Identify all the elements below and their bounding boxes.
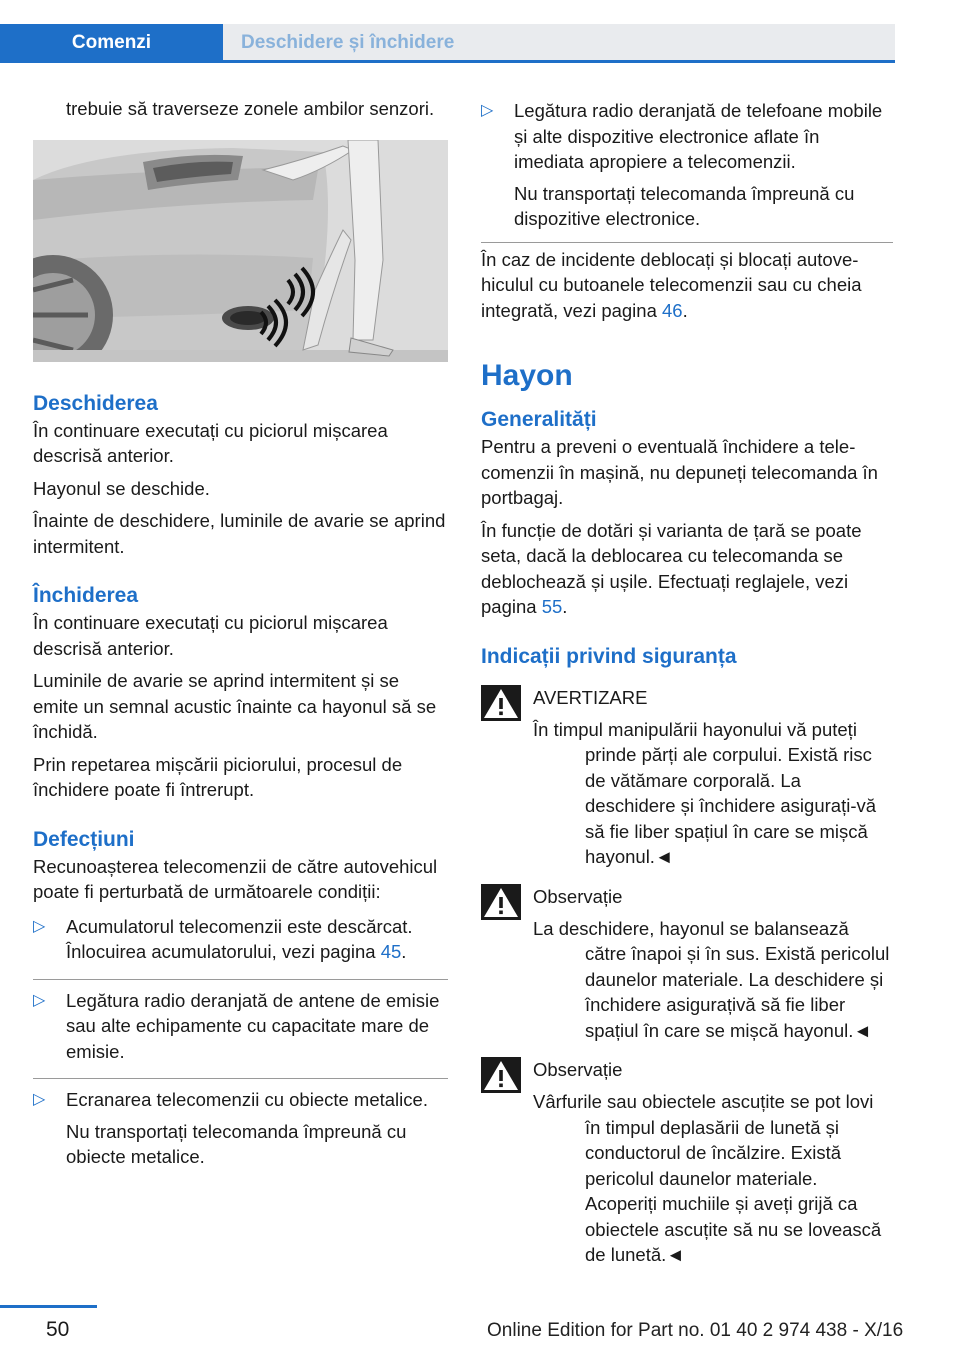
tab-deschidere-inchidere[interactable]: Deschidere și închidere (223, 24, 895, 62)
bullet-text: Acumulatorul telecomenzii este descărcat. Înlocuirea acumulatorului, vezi pagina (66, 915, 413, 962)
list-item (33, 912, 448, 979)
list-item (481, 96, 893, 243)
incident-end: . (682, 299, 688, 321)
faults-paragraph: Recunoașterea telecomenzii de către autovehicul poate fi perturbată de următoarele condiții: (33, 855, 438, 902)
closing-paragraph-1: În continuare executați cu piciorul mișcarea descrisă anterior. (33, 612, 388, 659)
footer-line (0, 1305, 97, 1308)
warning-triangle-icon (481, 884, 521, 920)
edition-text: Online Edition for Part no. 01 40 2 974 438 - X/16 (487, 1320, 904, 1341)
list-item (33, 1078, 448, 1184)
closing-paragraph-2: Luminile de avarie se aprind intermitent și se emite un semnal acustic înainte ca hayonul să se închidă. (33, 670, 437, 742)
incident-text: În caz de incidente deblocați și blocați autovehiculul cu butoanele telecomenzii sau cu cheia integrată, vezi pagina (481, 248, 862, 321)
general-paragraph-2: În funcție de dotări și varianta de țară se poate seta, dacă la deblocarea cu telecomanda se deblochează și ușile. Efectuați reglajele, vezi pagina (481, 519, 862, 617)
bullet-subtext: Nu transportați telecomanda împreună cu obiecte metalice. (66, 1120, 407, 1167)
chapter-title-hayon: Hayon (481, 359, 573, 392)
right-column (481, 96, 893, 1275)
warning-block-3 (481, 1057, 893, 1093)
warning-heading: AVERTIZARE (533, 686, 648, 708)
triangle-bullet-icon: ▷ (481, 102, 494, 119)
header-bar (0, 0, 895, 60)
tab-comenzi[interactable]: Comenzi (0, 24, 223, 62)
warning-body: În timpul manipulării hayonului vă puteți prinde părți ale corpului. Există risc de vătămare corporală. La deschidere și închidere asigurați-vă să fie liber spațiul în care se mișcă hayonul.◄ (533, 718, 877, 867)
list-item (33, 979, 448, 1079)
warning-block-1 (481, 685, 893, 721)
observation-body: Vârfurile sau obiectele ascuțite se pot lovi în timpul deplasării de lunetă și conductorul de încălzire. Există pericolul daunelor materiale. Acoperiți muchiile și aveți grijă ca obiectele ascuțite să nu se lovească de lunetă.◄ (533, 1091, 882, 1265)
section-title-closing: Închiderea (33, 584, 139, 607)
warning-triangle-icon (481, 1057, 521, 1093)
opening-paragraph-2: Hayonul se deschide. (33, 477, 210, 499)
page-link-46[interactable]: 46 (662, 299, 683, 321)
section-title-faults: Defecțiuni (33, 827, 135, 851)
car-rear-foot-sensor-image (33, 140, 448, 362)
warning-triangle-icon (481, 685, 521, 721)
left-column (33, 96, 448, 1184)
observation-heading: Observație (533, 885, 623, 907)
opening-paragraph-3: Înainte de deschidere, luminile de avarie se aprind intermitent. (33, 510, 446, 557)
triangle-bullet-icon: ▷ (33, 991, 46, 1009)
bullet-text: Ecranarea telecomenzii cu obiecte metalice. (66, 1089, 428, 1110)
bullet-subtext: Nu transportați telecomanda împreună cu dispozitive electronice. (514, 182, 855, 229)
page-link-55[interactable]: 55 (541, 596, 563, 617)
page-number: 50 (46, 1318, 70, 1341)
page-link-45[interactable]: 45 (380, 941, 402, 962)
observation-body: La deschidere, hayonul se balansează către înapoi și în sus. Există pericolul daunelor materiale. La deschidere și închidere asigurațivă să fie liber spațiul în care se mișcă hayonul.◄ (533, 917, 890, 1041)
triangle-bullet-icon: ▷ (33, 917, 46, 935)
header-underline (0, 60, 895, 63)
bullet-text: Legătura radio deranjată de antene de emisie sau alte echipamente cu capacitate mare de emisie. (66, 989, 440, 1062)
opening-paragraph-1: În continuare executați cu piciorul mișcarea descrisă anterior. (33, 419, 388, 466)
bullet-text: Legătura radio deranjată de telefoane mobile și alte dispozitive electronice aflate în imediata apropiere a telecomenzii. (514, 100, 883, 172)
warning-block-2 (481, 884, 893, 920)
section-title-general: Generalități (481, 408, 597, 431)
general-end: . (562, 596, 568, 617)
triangle-bullet-icon: ▷ (33, 1091, 46, 1108)
faults-list-continued (481, 96, 893, 243)
section-title-safety: Indicații privind siguranța (481, 644, 737, 668)
intro-text: trebuie să traverseze zonele ambilor senzori. (66, 98, 435, 119)
general-paragraph-1: Pentru a preveni o eventuală închidere a telecomenzii în mașină, nu depuneți telecomanda în portbagaj. (481, 436, 878, 508)
tailgate-illustration (33, 140, 448, 362)
section-title-opening: Deschiderea (33, 391, 158, 415)
observation-heading: Observație (533, 1059, 623, 1080)
faults-list (33, 912, 448, 1184)
bullet-end: . (401, 941, 407, 962)
closing-paragraph-3: Prin repetarea mișcării piciorului, procesul de închidere poate fi întrerupt. (33, 753, 403, 800)
